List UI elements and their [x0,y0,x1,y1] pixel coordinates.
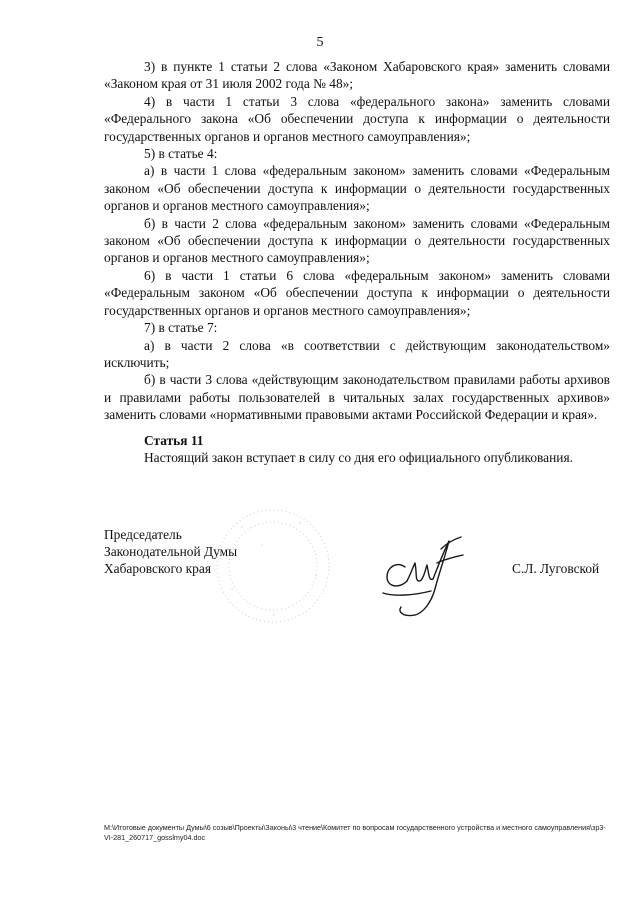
amendments-list [104,58,610,424]
signatory-title-line-2: Законодательной Думы [104,544,238,559]
paragraph-item-5b: б) в части 2 слова «федеральным законом» заменить словами «Федеральным законом «Об обеспечении доступа к информации о деятельности государственных органов и органов местного самоуправления»; [104,215,610,266]
signer-name: С.Л. Луговской [512,561,600,576]
paragraph-item-5a: а) в части 1 слова «федеральным законом» заменить словами «Федеральным законом «Об обеспечении доступа к информации о деятельности государственных органов и органов местного самоуправления»; [104,163,610,214]
paragraph-item-7b: б) в части 3 слова «действующим законодательством правилами работы архивов и правилами работы пользователей в читальных залах государственных архивов» заменить словами «нормативными правовыми актами Российской Федерации и края». [104,372,610,423]
paragraph-item-4: 4) в части 1 статьи 3 слова «федерального закона» заменить словами «Федерального закона «Об обеспечении доступа к информации о деятельности государственных органов и органов местного самоуправления»; [104,93,610,144]
paragraph-item-7a: а) в части 2 слова «в соответствии с действующим законодательством» исключить; [104,337,610,370]
article-11 [104,432,610,467]
paragraph-item-3: 3) в пункте 1 статьи 2 слова «Законом Хабаровского края» заменить словами «Законом края от 31 июля 2002 года № 48»; [104,59,610,92]
handwritten-signature-icon [375,533,467,617]
paragraph-item-6: 6) в части 1 статьи 6 слова «федеральным законом» заменить словами «Федеральным законом «Об обеспечении доступа к информации о деятельности государственных органов и органов местного самоуправления»; [104,267,610,318]
article-title: Статья 11 [144,433,204,448]
paragraph-item-5: 5) в статье 4: [144,146,218,162]
signatory-title [104,526,237,577]
page-number: 5 [316,35,324,50]
signatory-title-line-3: Хабаровского края [104,561,211,576]
paragraph-item-7: 7) в статье 7: [144,320,218,336]
signatory-title-line-1: Председатель [104,527,182,542]
file-path-footer: M:\Итоговые документы Думы\6 созыв\Проекты\Законы\3 чтение\Комитет по вопросам государственного устройства и местного самоуправления\зр3- VI-281_260717_gosslmy04.doc [104,823,606,842]
article-text: Настоящий закон вступает в силу со дня его официального опубликования. [144,450,573,466]
